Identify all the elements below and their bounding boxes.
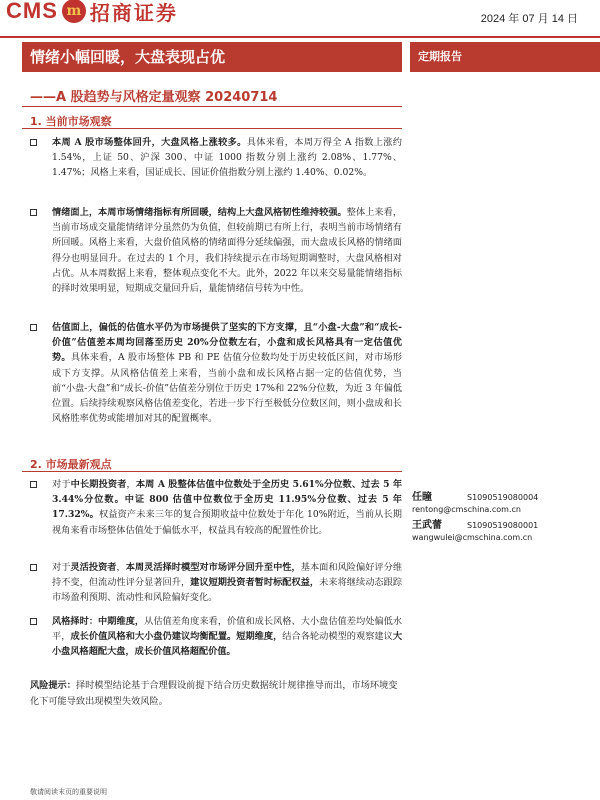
risk-text: 择时模型结论基于合理假设前提下结合历史数据统计规律推导而出，市场环境变化下可能导致出现模型失效风险。 [30,680,398,707]
logo-emblem-icon: m [62,0,86,23]
s2-bullet-1 [30,477,402,538]
s1-bullet-3 [30,320,402,426]
analyst-name: 王武蕾 [412,520,442,531]
report-subtitle: ——A 股趋势与风格定量观察 20240714 [30,90,278,105]
section-1-divider [22,128,402,129]
section-1-title: 1. 当前市场观察 [30,115,112,128]
risk-label: 风险提示： [30,680,76,691]
s2-bullet-1-text: 对于中长期投资者，本周 A 股整体估值中位数处于全历史 5.61%分位数、过去 5 年 3.44%分位数。中证 800 估值中位数位于全历史 11.95%分位数、过去 5 年 17.32%。权益资产未来三年的复合预期收益中位数处于年化 10%附近，当前从长期视角来看市场整体估值处于偏低水平，权益具有较高的配置性价比。 [52,479,403,536]
s2-bullet-3-text: 风格择时：中期维度，从估值差角度来看，价值和成长风格、大小盘估值差均处偏低水平，成长价值风格和大小盘仍建议均衡配置。短期维度，结合各轮动模型的观察建议大小盘风格超配大盘，成长价值风格超配价值。 [52,616,403,658]
s1-bullet-2-text: 整体上来看，当前市场成交量能情绪评分虽然仍为负值，但较前期已有所上行，表明当前市场情绪有所回暖。风格上来看，大盘价值风格的情绪面得分延续偏强，而大盘成长风格的情绪面得分也明显回升。在过去的 1 个月，我们持续提示在市场短期调整时，大盘风格相对占优。从本周数据上来看，整体观点变化不大。此外，2022 年以来交易量能情绪指标的择时效果明显，短期成交量回升后，量能情绪信号转为中性。 [52,207,403,295]
s1-bullet-3-lead: 估值面上，偏低的估值水平仍为市场提供了坚实的下方支撑，且“小盘-大盘”和“成长-价值”估值差本周均回落至历史 20%分位数左右，小盘和成长风格具有一定估值优势。 [52,322,402,364]
report-date: 2024 年 07 月 14 日 [480,13,578,25]
subtitle-divider [22,106,402,107]
s1-bullet-3-text: 具体来看，A 股市场整体 PB 和 PE 估值分位数均处于历史较低区间，对市场形成下方支撑。从风格估值差上来看，当前小盘和成长风格占据一定的估值优势，当前“小盘-大盘”和“成长-价值”估值差分别位于历史 17%和 22%分位数，为近 3 年偏低位置。后续持续观察风格估值差变化，若进一步下行至极低分位数区间，则小盘成和长风格胜率优势或能增加对其的配置概率。 [52,352,402,425]
analyst-email[interactable]: wangwulei@cmschina.com.cn [412,533,533,542]
s1-bullet-1-text: 具体来看，本周万得全 A 指数上涨约 1.54%，上证 50、沪深 300、中证 1000 指数分别上涨约 2.08%、1.77%、1.47%；风格上来看，国证成长、国证价值指数分别上涨约 1.40%、0.02%。 [52,137,402,179]
analyst-card [412,516,592,542]
analyst-email[interactable]: rentong@cmschina.com.cn [412,505,521,514]
risk-warning [30,678,402,710]
footer-note: 敬请阅读末页的重要说明 [30,788,107,796]
s2-bullet-2-text: 对于灵活投资者，本周灵活择时模型对市场评分回升至中性，基本面和风险偏好评分维持不变，但流动性评分显著回升，建议短期投资者暂时标配权益，未来将继续动态跟踪市场盈利预期、流动性和风险偏好变化。 [52,562,403,604]
analyst-name: 任瞳 [412,492,432,503]
s1-bullet-1-lead: 本周 A 股市场整体回升，大盘风格上涨较多。 [52,137,247,148]
s2-bullet-3 [30,614,402,660]
section-2-title: 2. 市场最新观点 [30,458,112,471]
analyst-cert: S1090519080004 [467,493,539,502]
s1-bullet-2 [30,205,402,296]
bullet-marker-icon [30,564,37,571]
company-logo [6,0,178,26]
s2-bullet-2 [30,560,402,606]
analyst-card [412,488,592,514]
bullet-marker-icon [30,618,37,625]
bullet-marker-icon [30,481,37,488]
analyst-cert: S1090519080001 [467,521,539,530]
header-divider [0,36,600,38]
bullet-marker-icon [30,324,37,331]
section-2-divider [22,471,402,472]
report-category: 定期报告 [410,42,600,72]
bullet-marker-icon [30,209,37,216]
logo-chinese: 招商证券 [89,0,178,25]
report-title: 情绪小幅回暖，大盘表现占优 [22,42,402,72]
logo-latin: CMS [6,0,58,23]
s1-bullet-1 [30,135,402,181]
bullet-marker-icon [30,139,37,146]
s1-bullet-2-lead: 情绪面上，本周市场情绪指标有所回暖，结构上大盘风格韧性维持较强。 [52,207,347,218]
